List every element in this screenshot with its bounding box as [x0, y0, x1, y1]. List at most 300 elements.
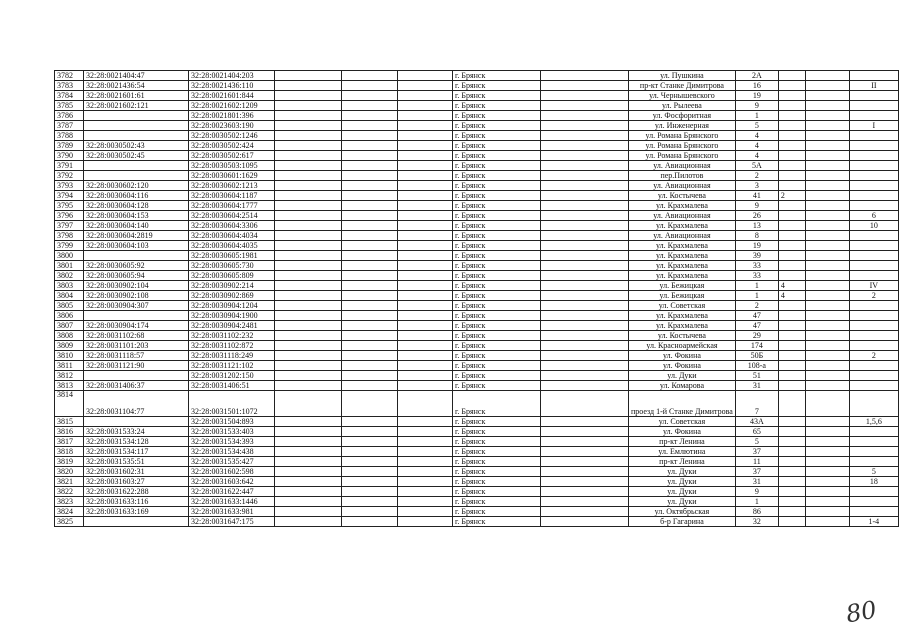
cell-cadastral-number-building: 32:28:0031533:403 [189, 427, 275, 437]
cell-cadastral-number-building: 32:28:0021436:110 [189, 81, 275, 91]
table-row [55, 231, 899, 241]
cell-empty [398, 311, 453, 321]
cell-empty [398, 261, 453, 271]
cell-empty [398, 191, 453, 201]
table-row [55, 241, 899, 251]
cell-empty [398, 381, 453, 391]
cell-building-part [778, 81, 805, 91]
cell-house: 39 [735, 251, 778, 261]
cell-premises: 6 [849, 211, 898, 221]
cell-empty [398, 101, 453, 111]
cell-cadastral-number-parcel [84, 121, 189, 131]
cell-house: 47 [735, 321, 778, 331]
cell-empty [398, 507, 453, 517]
cell-cadastral-number-parcel: 32:28:0031535:51 [84, 457, 189, 467]
cell-empty [541, 341, 629, 351]
cell-empty [398, 111, 453, 121]
cell-cadastral-number-parcel [84, 131, 189, 141]
cell-cadastral-number-building: 32:28:0031622:447 [189, 487, 275, 497]
cell-city: г. Брянск [453, 467, 541, 477]
cell-empty [805, 311, 849, 321]
cell-city: г. Брянск [453, 101, 541, 111]
cell-cadastral-number-building: 32:28:0031633:981 [189, 507, 275, 517]
cell-street: ул. Крахмалева [629, 251, 736, 261]
cell-empty [805, 351, 849, 361]
cell-empty [541, 517, 629, 527]
cell-city: г. Брянск [453, 151, 541, 161]
cell-city: г. Брянск [453, 211, 541, 221]
cell-empty [342, 151, 398, 161]
cell-empty [275, 507, 342, 517]
table-row [55, 261, 899, 271]
table-row [55, 191, 899, 201]
cell-building-part [778, 301, 805, 311]
cell-building-part [778, 271, 805, 281]
cell-empty [342, 131, 398, 141]
cell-empty [541, 437, 629, 447]
cell-street: ул. Крахмалева [629, 201, 736, 211]
cell-empty [398, 221, 453, 231]
cell-building-part: 4 [778, 291, 805, 301]
cell-empty [541, 361, 629, 371]
cell-empty [275, 211, 342, 221]
cell-empty [342, 261, 398, 271]
cell-cadastral-number-parcel [84, 417, 189, 427]
cell-empty [541, 301, 629, 311]
cell-house: 31 [735, 381, 778, 391]
cell-number: 3798 [55, 231, 84, 241]
cell-number: 3789 [55, 141, 84, 151]
cell-empty [541, 111, 629, 121]
table-row [55, 211, 899, 221]
cell-street: пр-кт Ленина [629, 457, 736, 467]
table-row [55, 201, 899, 211]
cell-street: ул. Фокина [629, 361, 736, 371]
cell-empty [275, 151, 342, 161]
cell-number: 3800 [55, 251, 84, 261]
table-row [55, 161, 899, 171]
cell-empty [805, 447, 849, 457]
cell-empty [342, 101, 398, 111]
cell-cadastral-number-parcel: 32:28:0031533:24 [84, 427, 189, 437]
cell-empty [541, 417, 629, 427]
cell-empty [805, 151, 849, 161]
cell-empty [541, 221, 629, 231]
cell-building-part [778, 181, 805, 191]
cell-empty [398, 241, 453, 251]
cell-empty [275, 121, 342, 131]
cell-city: г. Брянск [453, 201, 541, 211]
table-row [55, 467, 899, 477]
cell-empty [275, 301, 342, 311]
cell-cadastral-number-building: 32:28:0031647:175 [189, 517, 275, 527]
cell-building-part [778, 111, 805, 121]
cell-cadastral-number-building: 32:28:0030601:1629 [189, 171, 275, 181]
cell-empty [805, 417, 849, 427]
cell-empty [398, 457, 453, 467]
cell-street: пер.Пилотов [629, 171, 736, 181]
cell-number: 3801 [55, 261, 84, 271]
cell-building-part [778, 151, 805, 161]
cell-empty [342, 391, 398, 417]
cell-cadastral-number-building: 32:28:0031118:249 [189, 351, 275, 361]
cell-empty [805, 477, 849, 487]
cell-cadastral-number-building: 32:28:0030604:4034 [189, 231, 275, 241]
cell-cadastral-number-building: 32:28:0031535:427 [189, 457, 275, 467]
cell-premises [849, 301, 898, 311]
cell-house: 86 [735, 507, 778, 517]
cell-house: 51 [735, 371, 778, 381]
cell-city: г. Брянск [453, 497, 541, 507]
cell-empty [541, 477, 629, 487]
cell-street: ул. Рылеева [629, 101, 736, 111]
cell-cadastral-number-building: 32:28:0030502:617 [189, 151, 275, 161]
table-row [55, 251, 899, 261]
cell-empty [398, 141, 453, 151]
cell-building-part [778, 311, 805, 321]
cell-empty [398, 81, 453, 91]
cell-city: г. Брянск [453, 71, 541, 81]
cell-city: г. Брянск [453, 131, 541, 141]
cell-city: г. Брянск [453, 361, 541, 371]
cell-house: 16 [735, 81, 778, 91]
cell-building-part [778, 391, 805, 417]
cell-cadastral-number-building: 32:28:0031534:393 [189, 437, 275, 447]
cell-empty [275, 101, 342, 111]
cell-street: ул. Крахмалева [629, 261, 736, 271]
cell-empty [805, 211, 849, 221]
cell-empty [805, 181, 849, 191]
cell-street: ул. Октябрьская [629, 507, 736, 517]
cell-cadastral-number-parcel: 32:28:0031603:27 [84, 477, 189, 487]
cell-house: 4 [735, 151, 778, 161]
cell-cadastral-number-parcel [84, 251, 189, 261]
cell-cadastral-number-parcel: 32:28:0031104:77 [84, 391, 189, 417]
cell-city: г. Брянск [453, 121, 541, 131]
cell-street: ул. Инженерная [629, 121, 736, 131]
cell-premises [849, 487, 898, 497]
cell-empty [541, 251, 629, 261]
cell-city: г. Брянск [453, 291, 541, 301]
cell-number: 3814 [55, 391, 84, 417]
cell-city: г. Брянск [453, 111, 541, 121]
cell-street: ул. Бежицкая [629, 281, 736, 291]
cell-empty [541, 507, 629, 517]
cell-building-part [778, 467, 805, 477]
cell-building-part [778, 201, 805, 211]
cell-premises [849, 101, 898, 111]
cell-empty [805, 291, 849, 301]
cell-cadastral-number-parcel: 32:28:0030904:174 [84, 321, 189, 331]
cell-street: ул. Костычева [629, 191, 736, 201]
cell-cadastral-number-parcel: 32:28:0030604:103 [84, 241, 189, 251]
cell-cadastral-number-parcel: 32:28:0030502:45 [84, 151, 189, 161]
cell-street: ул. Романа Брянского [629, 131, 736, 141]
cell-premises [849, 131, 898, 141]
cell-building-part [778, 427, 805, 437]
cell-empty [805, 341, 849, 351]
register-table [54, 70, 899, 527]
cell-cadastral-number-parcel: 32:28:0021601:61 [84, 91, 189, 101]
cell-premises [849, 427, 898, 437]
cell-number: 3821 [55, 477, 84, 487]
cell-street: ул. Чернышевского [629, 91, 736, 101]
cell-premises [849, 321, 898, 331]
table-row [55, 497, 899, 507]
cell-cadastral-number-parcel: 32:28:0031406:37 [84, 381, 189, 391]
cell-cadastral-number-building: 32:28:0030605:809 [189, 271, 275, 281]
cell-city: г. Брянск [453, 141, 541, 151]
cell-cadastral-number-building: 32:28:0030605:730 [189, 261, 275, 271]
cell-house: 108-а [735, 361, 778, 371]
cell-empty [541, 467, 629, 477]
cell-empty [398, 351, 453, 361]
cell-empty [805, 281, 849, 291]
cell-premises [849, 381, 898, 391]
cell-city: г. Брянск [453, 311, 541, 321]
cell-number: 3820 [55, 467, 84, 477]
cell-cadastral-number-building: 32:28:0031121:102 [189, 361, 275, 371]
table-row [55, 271, 899, 281]
cell-empty [342, 171, 398, 181]
cell-street: проезд 1-й Станке Димитрова [629, 391, 736, 417]
cell-cadastral-number-parcel: 32:28:0021404:47 [84, 71, 189, 81]
cell-empty [398, 131, 453, 141]
cell-premises [849, 181, 898, 191]
cell-number: 3819 [55, 457, 84, 467]
cell-number: 3817 [55, 437, 84, 447]
cell-cadastral-number-parcel: 32:28:0030904:307 [84, 301, 189, 311]
cell-empty [342, 361, 398, 371]
table-row [55, 427, 899, 437]
cell-cadastral-number-building: 32:28:0030604:1777 [189, 201, 275, 211]
cell-empty [275, 497, 342, 507]
cell-house: 13 [735, 221, 778, 231]
cell-empty [541, 497, 629, 507]
cell-building-part [778, 341, 805, 351]
cell-empty [805, 191, 849, 201]
cell-city: г. Брянск [453, 301, 541, 311]
cell-empty [275, 427, 342, 437]
cell-empty [805, 391, 849, 417]
cell-premises [849, 91, 898, 101]
cell-empty [275, 437, 342, 447]
cell-number: 3782 [55, 71, 84, 81]
cell-premises [849, 311, 898, 321]
cell-cadastral-number-building: 32:28:0030902:869 [189, 291, 275, 301]
table-row [55, 331, 899, 341]
cell-empty [805, 241, 849, 251]
cell-empty [275, 201, 342, 211]
cell-house: 3 [735, 181, 778, 191]
cell-cadastral-number-building: 32:28:0030904:1204 [189, 301, 275, 311]
cell-empty [342, 271, 398, 281]
cell-cadastral-number-building: 32:28:0031501:1072 [189, 391, 275, 417]
cell-number: 3786 [55, 111, 84, 121]
table-row [55, 457, 899, 467]
cell-building-part [778, 241, 805, 251]
cell-empty [275, 457, 342, 467]
cell-empty [805, 371, 849, 381]
cell-city: г. Брянск [453, 417, 541, 427]
cell-cadastral-number-parcel: 32:28:0031102:68 [84, 331, 189, 341]
cell-number: 3783 [55, 81, 84, 91]
cell-house: 26 [735, 211, 778, 221]
cell-premises: 5 [849, 467, 898, 477]
table-row [55, 151, 899, 161]
cell-building-part [778, 321, 805, 331]
cell-empty [275, 381, 342, 391]
cell-empty [805, 497, 849, 507]
cell-number: 3812 [55, 371, 84, 381]
cell-premises: I [849, 121, 898, 131]
cell-empty [541, 121, 629, 131]
cell-building-part [778, 351, 805, 361]
cell-empty [398, 91, 453, 101]
cell-empty [541, 487, 629, 497]
table-row [55, 391, 899, 417]
cell-house: 8 [735, 231, 778, 241]
cell-cadastral-number-parcel: 32:28:0030902:104 [84, 281, 189, 291]
table-row [55, 121, 899, 131]
cell-city: г. Брянск [453, 171, 541, 181]
cell-empty [342, 331, 398, 341]
cell-number: 3810 [55, 351, 84, 361]
cell-number: 3806 [55, 311, 84, 321]
cell-premises: 10 [849, 221, 898, 231]
table-row [55, 311, 899, 321]
cell-cadastral-number-parcel [84, 517, 189, 527]
cell-house: 50Б [735, 351, 778, 361]
cell-number: 3813 [55, 381, 84, 391]
cell-empty [275, 111, 342, 121]
cell-premises [849, 231, 898, 241]
cell-number: 3802 [55, 271, 84, 281]
cell-empty [805, 231, 849, 241]
cell-number: 3793 [55, 181, 84, 191]
cell-premises [849, 191, 898, 201]
register-rows [55, 71, 899, 527]
cell-street: ул. Дуки [629, 477, 736, 487]
cell-empty [398, 251, 453, 261]
cell-empty [398, 497, 453, 507]
cell-cadastral-number-building: 32:28:0030904:2481 [189, 321, 275, 331]
table-row [55, 447, 899, 457]
cell-premises [849, 391, 898, 417]
cell-street: пр-кт Станке Димитрова [629, 81, 736, 91]
cell-empty [541, 101, 629, 111]
cell-empty [541, 371, 629, 381]
cell-building-part [778, 417, 805, 427]
cell-building-part [778, 221, 805, 231]
cell-empty [541, 91, 629, 101]
cell-number: 3790 [55, 151, 84, 161]
cell-building-part [778, 231, 805, 241]
cell-empty [342, 201, 398, 211]
cell-empty [541, 311, 629, 321]
cell-street: ул. Бежицкая [629, 291, 736, 301]
cell-empty [805, 161, 849, 171]
cell-street: ул. Авиационная [629, 211, 736, 221]
cell-empty [541, 131, 629, 141]
cell-empty [342, 427, 398, 437]
cell-empty [398, 161, 453, 171]
cell-premises [849, 141, 898, 151]
cell-empty [275, 191, 342, 201]
cell-cadastral-number-parcel: 32:28:0031602:31 [84, 467, 189, 477]
cell-cadastral-number-parcel: 32:28:0031534:117 [84, 447, 189, 457]
cell-empty [541, 241, 629, 251]
cell-empty [398, 281, 453, 291]
table-row [55, 381, 899, 391]
cell-empty [541, 211, 629, 221]
cell-cadastral-number-building: 32:28:0030602:1213 [189, 181, 275, 191]
cell-house: 11 [735, 457, 778, 467]
cell-cadastral-number-parcel: 32:28:0031633:116 [84, 497, 189, 507]
cell-empty [275, 251, 342, 261]
cell-premises: 18 [849, 477, 898, 487]
cell-empty [398, 477, 453, 487]
cell-cadastral-number-parcel: 32:28:0031118:57 [84, 351, 189, 361]
cell-house: 2 [735, 301, 778, 311]
cell-empty [275, 281, 342, 291]
cell-premises [849, 457, 898, 467]
cell-cadastral-number-building: 32:28:0030503:1095 [189, 161, 275, 171]
cell-street: б-р Гагарина [629, 517, 736, 527]
cell-empty [342, 341, 398, 351]
cell-cadastral-number-parcel [84, 161, 189, 171]
cell-house: 1 [735, 111, 778, 121]
cell-cadastral-number-building: 32:28:0031102:232 [189, 331, 275, 341]
cell-empty [805, 201, 849, 211]
table-row [55, 221, 899, 231]
cell-empty [398, 121, 453, 131]
cell-street: ул. Дуки [629, 371, 736, 381]
cell-premises [849, 71, 898, 81]
cell-empty [342, 241, 398, 251]
table-row [55, 291, 899, 301]
cell-empty [275, 391, 342, 417]
cell-cadastral-number-building: 32:28:0031102:872 [189, 341, 275, 351]
cell-premises: 2 [849, 351, 898, 361]
cell-cadastral-number-parcel: 32:28:0031121:90 [84, 361, 189, 371]
cell-street: ул. Дуки [629, 487, 736, 497]
cell-cadastral-number-building: 32:28:0021601:844 [189, 91, 275, 101]
cell-number: 3822 [55, 487, 84, 497]
cell-premises [849, 361, 898, 371]
cell-city: г. Брянск [453, 281, 541, 291]
cell-cadastral-number-building: 32:28:0031504:893 [189, 417, 275, 427]
cell-empty [342, 181, 398, 191]
cell-empty [275, 231, 342, 241]
cell-empty [275, 291, 342, 301]
cell-cadastral-number-building: 32:28:0030604:4035 [189, 241, 275, 251]
cell-house: 19 [735, 241, 778, 251]
cell-city: г. Брянск [453, 81, 541, 91]
cell-house: 29 [735, 331, 778, 341]
cell-empty [398, 517, 453, 527]
cell-number: 3815 [55, 417, 84, 427]
table-row [55, 351, 899, 361]
cell-empty [342, 477, 398, 487]
cell-empty [541, 381, 629, 391]
table-row [55, 321, 899, 331]
cell-house: 2 [735, 171, 778, 181]
cell-empty [805, 487, 849, 497]
cell-empty [275, 467, 342, 477]
cell-empty [805, 457, 849, 467]
cell-street: ул. Комарова [629, 381, 736, 391]
